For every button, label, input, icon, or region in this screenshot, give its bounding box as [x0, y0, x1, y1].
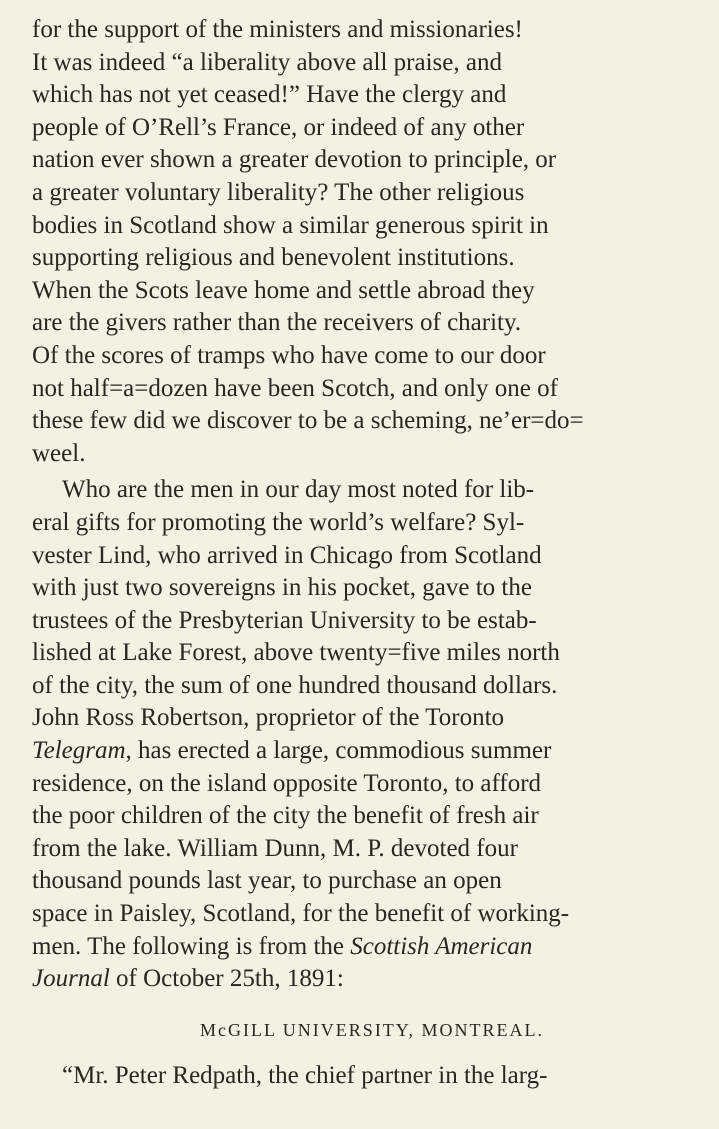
text-line: [32, 963, 719, 996]
text-line: people of O’Rell’s France, or indeed of any other: [32, 113, 525, 141]
paragraph-1: [32, 14, 719, 470]
journal-title: Scottish American: [350, 932, 533, 960]
text-line: are the givers rather than the receivers of charity.: [32, 309, 522, 337]
text-line: It was indeed “a liberality above all praise, and: [32, 48, 502, 76]
body-text: [32, 14, 719, 1092]
text-line: [32, 735, 719, 768]
text-line: trustees of the Presbyterian University to be estab-: [32, 606, 537, 634]
text-line: [32, 931, 719, 964]
section-heading: McGILL UNIVERSITY, MONTREAL.: [200, 1019, 544, 1040]
journal-title: Journal: [32, 965, 110, 993]
text-line: from the lake. William Dunn, M. P. devoted four: [32, 834, 518, 862]
text-span: of October 25th, 1891:: [109, 965, 344, 993]
text-line: thousand pounds last year, to purchase an open: [32, 867, 502, 895]
text-span: has erected a large, commodious summer: [131, 737, 552, 765]
text-line: When the Scots leave home and settle abroad they: [32, 276, 535, 304]
text-line: for the support of the ministers and missionaries!: [32, 16, 523, 43]
text-line: John Ross Robertson, proprietor of the Toronto: [32, 704, 505, 732]
text-line: eral gifts for promoting the world’s welfare? Syl-: [32, 508, 525, 536]
text-line: Who are the men in our day most noted for lib-: [62, 476, 535, 504]
text-line: weel.: [32, 439, 86, 467]
text-line: the poor children of the city the benefit of fresh air: [32, 802, 539, 830]
text-line: bodies in Scotland show a similar generous spirit in: [32, 211, 549, 239]
text-line: supporting religious and benevolent institutions.: [32, 244, 515, 272]
text-line: of the city, the sum of one hundred thousand dollars.: [32, 671, 558, 699]
text-line: these few did we discover to be a scheming, ne’er=do=: [32, 407, 584, 435]
text-line: Of the scores of tramps who have come to our door: [32, 341, 546, 369]
text-line: which has not yet ceased!” Have the clergy and: [32, 81, 507, 109]
text-line: space in Paisley, Scotland, for the benefit of working-: [32, 900, 570, 928]
telegram-title: Telegram,: [32, 737, 132, 765]
text-line: nation ever shown a greater devotion to principle, or: [32, 146, 557, 174]
text-line: lished at Lake Forest, above twenty=five miles north: [32, 639, 560, 667]
text-line: “Mr. Peter Redpath, the chief partner in the larg-: [62, 1061, 548, 1089]
text-line: vester Lind, who arrived in Chicago from Scotland: [32, 541, 542, 569]
text-line: not half=a=dozen have been Scotch, and only one of: [32, 374, 558, 402]
text-span: men. The following is from the: [32, 932, 351, 960]
text-line: a greater voluntary liberality? The other religious: [32, 178, 525, 206]
text-line: with just two sovereigns in his pocket, gave to the: [32, 574, 532, 602]
paragraph-2: [32, 474, 719, 996]
text-line: residence, on the island opposite Toronto, to afford: [32, 769, 542, 797]
